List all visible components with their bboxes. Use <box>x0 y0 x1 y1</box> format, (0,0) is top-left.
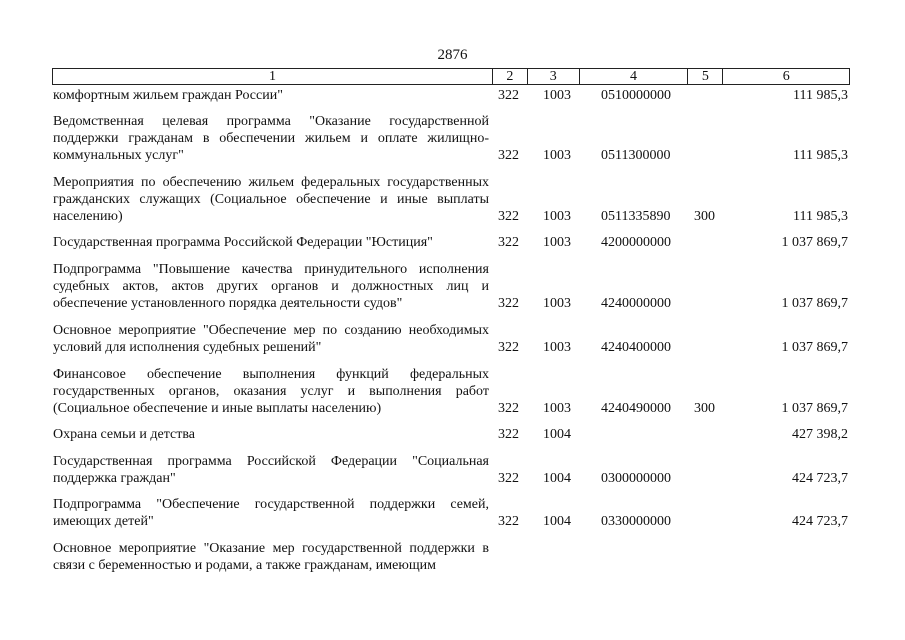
table-header <box>52 68 850 85</box>
row-col-4: 0300000000 <box>601 471 671 486</box>
row-col-4: 4240400000 <box>601 340 671 355</box>
row-col-6: 424 723,7 <box>792 471 848 486</box>
table-row <box>52 496 850 530</box>
column-header-4: 4 <box>580 69 689 84</box>
row-description: Государственная программа Российской Федерации "Юстиция" <box>53 235 433 250</box>
table-row <box>52 174 850 225</box>
row-col-2: 322 <box>498 296 519 311</box>
row-col-6: 1 037 869,7 <box>781 235 848 250</box>
row-col-3: 1003 <box>543 401 571 416</box>
row-col-3: 1004 <box>543 427 571 442</box>
row-col-2: 322 <box>498 471 519 486</box>
row-col-3: 1003 <box>543 235 571 250</box>
row-col-6: 1 037 869,7 <box>781 340 848 355</box>
row-description: Финансовое обеспечение выполнения функций федеральных государственных органов, оказания услуг и выполнения работ (Социальное обеспечение и иные выплаты населению) <box>53 367 489 416</box>
row-col-2: 322 <box>498 209 519 224</box>
column-header-3: 3 <box>528 69 580 84</box>
row-col-3: 1004 <box>543 514 571 529</box>
row-col-4: 4240000000 <box>601 296 671 311</box>
column-header-5: 5 <box>688 69 723 84</box>
table-row <box>52 366 850 417</box>
row-col-4: 4240490000 <box>601 401 671 416</box>
row-description: Основное мероприятие "Обеспечение мер по созданию необходимых условий для исполнения судебных решений" <box>53 323 489 355</box>
row-col-6: 427 398,2 <box>792 427 848 442</box>
row-col-6: 111 985,3 <box>793 209 848 224</box>
row-description: Основное мероприятие "Оказание мер государственной поддержки в связи с беременностью и родами, а также гражданам, имеющим <box>53 541 489 573</box>
row-col-2: 322 <box>498 148 519 163</box>
table-row <box>52 87 850 104</box>
row-col-6: 111 985,3 <box>793 148 848 163</box>
row-col-3: 1003 <box>543 340 571 355</box>
row-col-2: 322 <box>498 514 519 529</box>
row-description: Государственная программа Российской Федерации "Социальная поддержка граждан" <box>53 454 489 486</box>
row-col-3: 1004 <box>543 471 571 486</box>
table-row <box>52 234 850 251</box>
row-col-3: 1003 <box>543 148 571 163</box>
table-row <box>52 453 850 487</box>
row-description: Охрана семьи и детства <box>53 427 195 442</box>
table-row <box>52 426 850 443</box>
row-col-2: 322 <box>498 235 519 250</box>
table-row <box>52 113 850 164</box>
row-col-3: 1003 <box>543 88 571 103</box>
row-col-2: 322 <box>498 401 519 416</box>
row-description: комфортным жильем граждан России" <box>53 88 283 103</box>
row-col-2: 322 <box>498 88 519 103</box>
row-col-5: 300 <box>694 401 715 416</box>
row-col-6: 1 037 869,7 <box>781 296 848 311</box>
row-description: Ведомственная целевая программа "Оказание государственной поддержки гражданам в обеспечении жильем и оплате жилищно-коммунальных услуг" <box>53 114 489 163</box>
row-col-2: 322 <box>498 427 519 442</box>
row-col-4: 0511300000 <box>601 148 671 163</box>
row-col-5: 300 <box>694 209 715 224</box>
row-col-4: 0511335890 <box>601 209 671 224</box>
table-row <box>52 261 850 312</box>
column-header-1: 1 <box>53 69 493 84</box>
table-row <box>52 540 850 574</box>
row-col-6: 424 723,7 <box>792 514 848 529</box>
row-description: Подпрограмма "Обеспечение государственной поддержки семей, имеющих детей" <box>53 497 489 529</box>
column-header-2: 2 <box>493 69 528 84</box>
column-header-6: 6 <box>782 69 790 84</box>
row-description: Мероприятия по обеспечению жильем федеральных государственных гражданских служащих (Социальное обеспечение и иные выплаты населению) <box>53 175 489 224</box>
row-col-4: 0330000000 <box>601 514 671 529</box>
row-col-3: 1003 <box>543 296 571 311</box>
row-col-4: 4200000000 <box>601 235 671 250</box>
row-col-3: 1003 <box>543 209 571 224</box>
row-col-6: 111 985,3 <box>793 88 848 103</box>
table-row <box>52 322 850 356</box>
row-col-6: 1 037 869,7 <box>781 401 848 416</box>
page-number: 2876 <box>437 47 468 63</box>
row-description: Подпрограмма "Повышение качества принудительного исполнения судебных актов, актов других органов и должностных лиц и обеспечение установленного порядка деятельности судов" <box>53 262 489 311</box>
row-col-4: 0510000000 <box>601 88 671 103</box>
row-col-2: 322 <box>498 340 519 355</box>
